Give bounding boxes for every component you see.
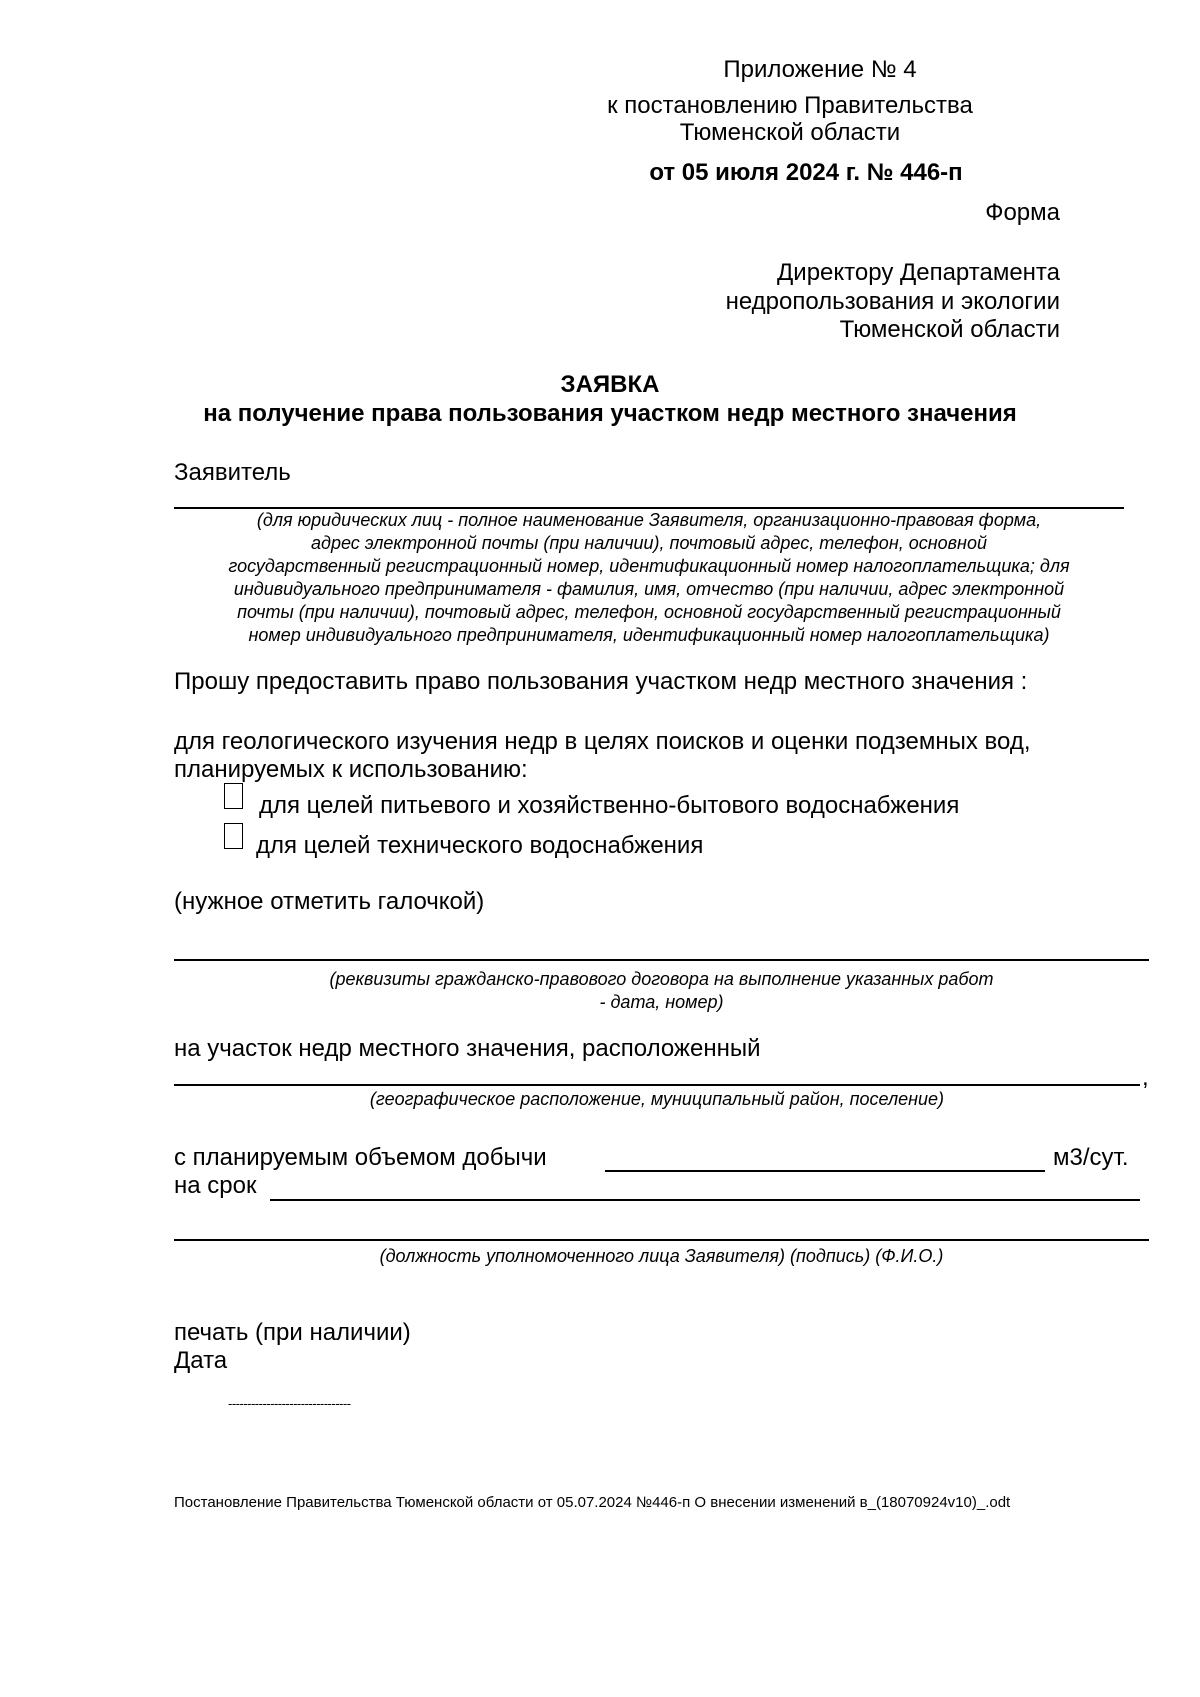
purpose-line-1: для геологического изучения недр в целях поисков и оценки подземных вод, xyxy=(174,728,1031,755)
purpose-line-2: планируемых к использованию: xyxy=(174,756,528,783)
option-technical-water-label: для целей технического водоснабжения xyxy=(256,832,704,859)
date-label: Дата xyxy=(174,1347,228,1374)
volume-unit: м3/сут. xyxy=(1053,1144,1129,1171)
document-title: ЗАЯВКА xyxy=(560,371,660,398)
option-drinking-water-checkbox[interactable] xyxy=(224,783,243,809)
location-hint: (географическое расположение, муниципальный район, поселение) xyxy=(369,1089,945,1109)
addressee-line-1: Директору Департамента xyxy=(777,259,1060,286)
form-label: Форма xyxy=(985,199,1060,226)
signature-hint: (должность уполномоченного лица Заявителя) (подпись) (Ф.И.О.) xyxy=(379,1246,944,1266)
footer-text: Постановление Правительства Тюменской области от 05.07.2024 №446-п О внесении изменений в_(18070924v10)_.odt xyxy=(174,1494,1011,1511)
separator: -------------------------------- xyxy=(228,1396,351,1411)
resolution-line-1: к постановлению Правительства xyxy=(607,92,973,119)
resolution-date: от 05 июля 2024 г. № 446-п xyxy=(649,159,963,186)
signature-field-line[interactable] xyxy=(174,1239,1149,1241)
resolution-line-2: Тюменской области xyxy=(679,119,901,146)
location-field-line[interactable] xyxy=(174,1084,1140,1086)
check-note: (нужное отметить галочкой) xyxy=(174,888,485,915)
option-technical-water-checkbox[interactable] xyxy=(224,823,243,849)
contract-hint: (реквизиты гражданско-правового договора на выполнение указанных работ - дата, номер) xyxy=(329,969,994,1012)
appendix-number: Приложение № 4 xyxy=(723,56,917,83)
volume-label: с планируемым объемом добычи xyxy=(174,1144,547,1171)
term-field-line[interactable] xyxy=(270,1199,1140,1201)
addressee-line-3: Тюменской области xyxy=(839,316,1060,343)
seal-label: печать (при наличии) xyxy=(174,1319,411,1346)
volume-field-line[interactable] xyxy=(605,1170,1045,1172)
applicant-label: Заявитель xyxy=(174,459,291,486)
location-text: на участок недр местного значения, расположенный xyxy=(174,1035,761,1062)
addressee-line-2: недропользования и экологии xyxy=(725,288,1060,315)
term-label: на срок xyxy=(174,1172,257,1199)
contract-field-line[interactable] xyxy=(174,959,1149,961)
request-text: Прошу предоставить право пользования участком недр местного значения : xyxy=(174,668,1028,695)
location-comma: , xyxy=(1142,1064,1149,1091)
document-subtitle: на получение права пользования участком недр местного значения xyxy=(203,400,1017,427)
option-drinking-water-label: для целей питьевого и хозяйственно-бытового водоснабжения xyxy=(259,792,960,819)
applicant-hint: (для юридических лиц - полное наименование Заявителя, организационно-правовая форма, адрес электронной почты (при наличии), почтовый адрес, телефон, основной государственный регистрационный номер, идентификационный номер налогоплательщика; для индивидуального предпринимателя - фамилия, имя, отчество (при наличии, адрес электронной почты (при наличии), почтовый адрес, телефон, основной государственный регистрационный номер индивидуального предпринимателя, идентификационный номер налогоплательщика) xyxy=(228,510,1070,645)
